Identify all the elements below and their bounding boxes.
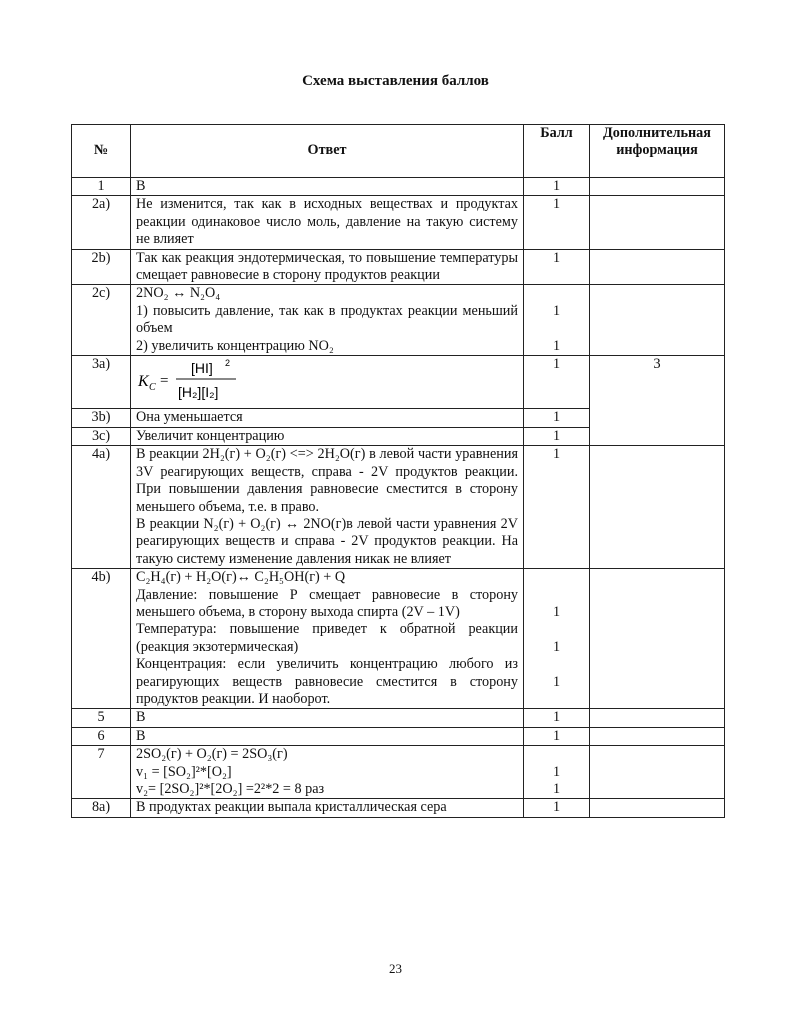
row-answer: В — [131, 709, 524, 727]
row-info — [590, 446, 725, 569]
table-row — [72, 249, 725, 285]
row-score — [524, 569, 590, 709]
rate-line: v₁ = [SO₂]²*[O₂] — [136, 763, 232, 780]
row-score: 1 — [524, 727, 590, 745]
row-answer: В — [131, 727, 524, 745]
row-info — [590, 285, 725, 356]
row-score: 1 — [524, 356, 590, 409]
row-answer — [131, 285, 524, 356]
row-score: 1 — [524, 446, 590, 569]
row-num: 8a) — [72, 799, 131, 817]
row-answer: Не изменится, так как в исходных веществах и продуктах реакции одинаковое число моль, давление на такую систему не влияет — [131, 196, 524, 249]
row-info — [590, 709, 725, 727]
header-info-line2: информация — [616, 142, 698, 158]
table-row — [72, 746, 725, 799]
table-row — [72, 727, 725, 745]
table-row — [72, 446, 725, 569]
header-score: Балл — [524, 125, 590, 178]
row-answer: Так как реакция эндотермическая, то повышение температуры смещает равновесие в сторону продуктов реакции — [131, 249, 524, 285]
score-value: 1 — [552, 603, 561, 620]
kc-symbol: K — [138, 373, 149, 391]
row-num: 3a) — [72, 356, 131, 409]
row-info — [590, 196, 725, 249]
formula-denominator: [H₂][I₂] — [178, 384, 219, 401]
row-answer: Она уменьшается — [131, 409, 524, 427]
table-row — [72, 196, 725, 249]
equation-line: 2NO₂ ↔ N₂O₄ — [136, 285, 221, 302]
row-answer: Увеличит концентрацию — [131, 427, 524, 445]
answer-line: 2) увеличить концентрацию NO₂ — [136, 337, 334, 354]
score-value: 1 — [552, 638, 561, 655]
table-row — [72, 178, 725, 196]
row-num: 2a) — [72, 196, 131, 249]
row-answer: В — [131, 178, 524, 196]
row-info — [590, 799, 725, 817]
row-score: 1 — [524, 249, 590, 285]
row-score: 1 — [524, 178, 590, 196]
row-num: 5 — [72, 709, 131, 727]
row-info — [590, 727, 725, 745]
row-info — [590, 746, 725, 799]
page-number: 23 — [389, 961, 402, 976]
table-row — [72, 799, 725, 817]
row-answer — [131, 446, 524, 569]
row-score — [524, 746, 590, 799]
header-answer: Ответ — [131, 125, 524, 178]
row-info-merged: 3 — [590, 356, 725, 446]
score-value: 1 — [552, 673, 561, 690]
equation-line: 2SO₂(г) + O₂(г) = 2SO₃(г) — [136, 746, 288, 763]
row-num: 6 — [72, 727, 131, 745]
row-score — [524, 285, 590, 356]
row-info — [590, 249, 725, 285]
table-header-row — [72, 125, 725, 178]
row-score: 1 — [524, 196, 590, 249]
row-info — [590, 569, 725, 709]
answer-line: Концентрация: если увеличить концентрацию любого из реагирующих веществ равновесие сместится в сторону продуктов реакции. И наоборот. — [136, 656, 518, 707]
row-num: 3b) — [72, 409, 131, 427]
table-row — [72, 285, 725, 356]
row-score: 1 — [524, 709, 590, 727]
row-num: 2b) — [72, 249, 131, 285]
table-row — [72, 356, 725, 409]
equals-sign: = — [160, 373, 169, 390]
score-table — [71, 124, 725, 818]
answer-line: 1) повысить давление, так как в продуктах реакции меньший объем — [136, 302, 518, 337]
row-num: 3c) — [72, 427, 131, 445]
score-value: 1 — [552, 337, 561, 354]
kc-subscript: C — [149, 382, 156, 394]
row-answer — [131, 356, 524, 409]
equilibrium-constant-formula — [136, 357, 246, 403]
row-num: 2c) — [72, 285, 131, 356]
header-info-line1: Дополнительная — [603, 125, 711, 141]
rate-line: v₂= [2SO₂]²*[2O₂] =2²*2 = 8 раз — [136, 781, 325, 797]
score-value: 1 — [552, 781, 561, 797]
table-row — [72, 709, 725, 727]
row-num: 4b) — [72, 569, 131, 709]
answer-paragraph: В реакции N₂(г) + O₂(г) ↔ 2NO(г)в левой части уравнения 2V реагирующих веществ и справа - 2V продуктов реакции. На такую систему изменение давления никак не влияет — [136, 515, 518, 567]
answer-line: Температура: повышение приведет к обратной реакции (реакция экзотермическая) — [136, 621, 518, 655]
row-info — [590, 178, 725, 196]
row-answer — [131, 746, 524, 799]
row-score: 1 — [524, 427, 590, 445]
row-score: 1 — [524, 799, 590, 817]
table-row — [72, 569, 725, 709]
score-value: 1 — [552, 302, 561, 319]
row-num: 7 — [72, 746, 131, 799]
numerator-exponent: 2 — [225, 358, 231, 369]
row-num: 4a) — [72, 446, 131, 569]
equation-line: C₂H₄(г) + H₂O(г)↔ C₂H₅OH(г) + Q — [136, 569, 346, 586]
header-info — [590, 125, 725, 178]
row-answer — [131, 569, 524, 709]
formula-numerator: [HI] — [191, 360, 213, 377]
row-num: 1 — [72, 178, 131, 196]
header-num: № — [72, 125, 131, 178]
answer-paragraph: В реакции 2H₂(г) + O₂(г) <=> 2H₂O(г) в левой части уравнения 3V реагирующих веществ, справа - 2V продуктов реакции. При повышении давления равновесие сместится в сторону меньшего объема, т.е. в право. — [136, 446, 518, 515]
score-value: 1 — [552, 763, 561, 780]
row-answer: В продуктах реакции выпала кристаллическая сера — [131, 799, 524, 817]
page-title: Схема выставления баллов — [302, 73, 489, 89]
answer-line: Давление: повышение Р смещает равновесие в сторону меньшего объема, в сторону выхода спирта (2V – 1V) — [136, 586, 518, 620]
row-score: 1 — [524, 409, 590, 427]
